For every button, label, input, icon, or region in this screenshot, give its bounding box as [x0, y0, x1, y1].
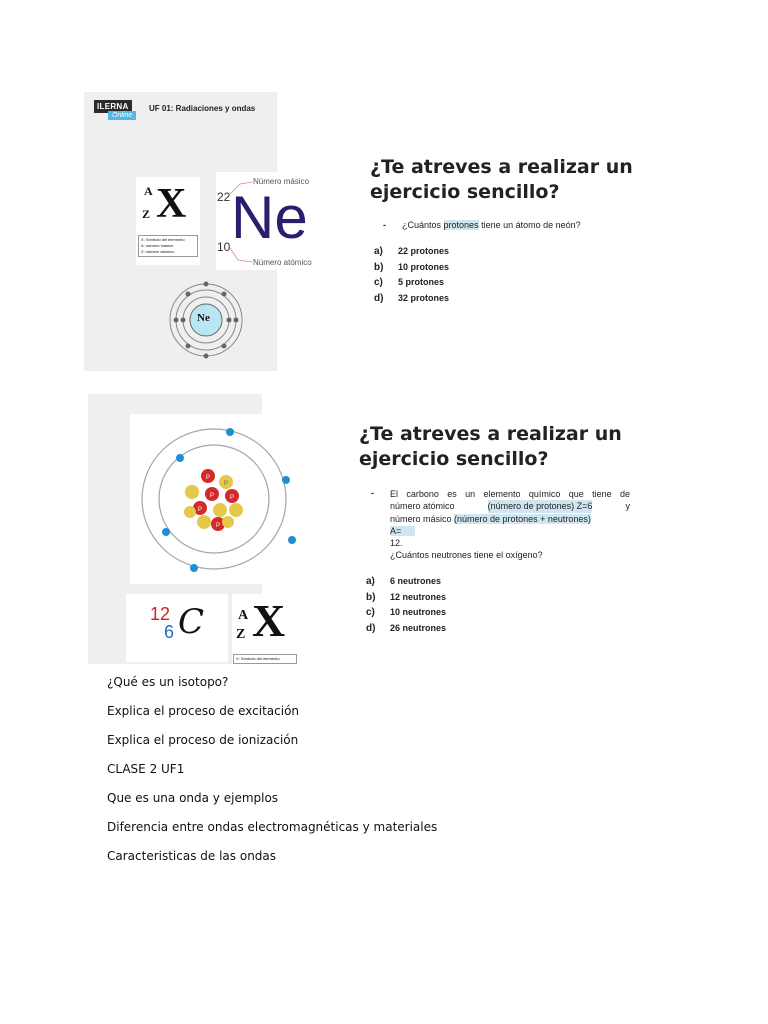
- option-text: 26 neutrones: [390, 622, 447, 633]
- option-letter: c): [374, 277, 383, 288]
- q-line: [390, 525, 630, 537]
- question-ionization: Explica el proceso de ionización: [107, 733, 299, 747]
- q-line: ¿Cuántos neutrones tiene el oxígeno?: [390, 550, 543, 561]
- option-letter: d): [374, 292, 384, 304]
- mass-number-a: A: [144, 184, 153, 198]
- question-wave-characteristics: Caracteristicas de las ondas: [107, 849, 277, 863]
- question-excitation: Explica el proceso de excitación: [107, 704, 300, 718]
- class-heading: CLASE 2 UF1: [107, 762, 185, 776]
- notation-card: [136, 177, 200, 265]
- option-b[interactable]: [366, 590, 446, 606]
- q-line: [390, 513, 630, 525]
- option-text: 32 protones: [398, 292, 450, 303]
- q-line: 12.: [390, 538, 403, 549]
- q-pre: ¿Cuántos: [402, 220, 444, 230]
- exercise1-dash: -: [383, 220, 386, 230]
- q-post: tiene un átomo de neón?: [478, 220, 581, 230]
- carbon-atom-diagram: [130, 414, 298, 584]
- element-symbol-x: X: [252, 595, 286, 646]
- nucleus-label: P: [229, 495, 235, 501]
- question-wave: Que es una onda y ejemplos: [107, 791, 279, 805]
- nucleus-label: P: [215, 523, 221, 529]
- option-letter: a): [366, 576, 375, 587]
- q-line: El carbono es un elemento químico que tiene de: [390, 489, 630, 499]
- exercise1-question: [402, 220, 581, 230]
- exercise2-title-line2: ejercicio sencillo?: [359, 448, 549, 470]
- nucleus-label: P: [223, 481, 229, 487]
- q-line-pre: número atómico: [390, 501, 455, 512]
- option-text: 10 protones: [398, 261, 450, 272]
- notation-card-2: [232, 594, 296, 664]
- exercise2-title-line1: ¿Te atreves a realizar un: [359, 423, 622, 445]
- q-highlight: protones: [443, 220, 479, 230]
- nucleus-label: P: [205, 475, 211, 481]
- carbon-mass-number: 12: [150, 604, 171, 624]
- exercise2-options: [366, 574, 446, 636]
- ilerna-logo: ILERNA: [94, 100, 132, 113]
- atomic-number-z: Z: [236, 627, 246, 642]
- question-wave-types: Diferencia entre ondas electromagnéticas y materiales: [107, 820, 438, 834]
- element-symbol-x: X: [156, 181, 187, 227]
- q-line-highlight: (número de protones) Z=6: [487, 501, 593, 512]
- option-letter: b): [374, 261, 384, 273]
- mass-number-label: Número másico: [253, 177, 310, 186]
- option-d[interactable]: [366, 621, 446, 637]
- option-c[interactable]: [366, 605, 446, 621]
- neon-atomic-number: 10: [217, 240, 231, 254]
- option-letter: c): [366, 607, 375, 618]
- option-text: 12 neutrones: [390, 591, 447, 602]
- unit-header: UF 01: Radiaciones y ondas: [149, 104, 256, 113]
- atomic-number-z: Z: [142, 207, 151, 221]
- notation-legend: X: Símbolo del elemento: [233, 654, 297, 664]
- question-isotope: ¿Qué es un isotopo?: [107, 675, 229, 689]
- legend-line: A: número másico: [141, 243, 174, 248]
- option-letter: a): [374, 246, 383, 257]
- atomic-number-label: Número atómico: [253, 258, 312, 267]
- option-a[interactable]: [366, 574, 446, 590]
- exercise1-options: [374, 244, 449, 306]
- notation-legend: [138, 235, 198, 257]
- exercise1-title-line1: ¿Te atreves a realizar un: [370, 156, 633, 178]
- ilerna-logo-sub: Online: [108, 111, 136, 120]
- q-line: [390, 500, 630, 512]
- q-line-highlight: A=: [390, 526, 415, 536]
- carbon-atomic-number: 6: [164, 622, 175, 642]
- option-text: 5 protones: [398, 277, 445, 287]
- legend-line: Z: número atómico: [141, 249, 175, 254]
- mass-number-a: A: [238, 608, 249, 623]
- option-b[interactable]: [374, 260, 449, 276]
- exercise2-dash: -: [371, 488, 374, 498]
- legend-line: X: Símbolo del elemento: [141, 237, 185, 242]
- option-text: 22 protones: [398, 246, 450, 256]
- option-d[interactable]: [374, 291, 449, 307]
- carbon-symbol: C: [178, 602, 205, 642]
- option-a[interactable]: [374, 244, 449, 260]
- neon-card: [216, 172, 320, 270]
- q-line-highlight: (número de protones + neutrones): [454, 513, 591, 524]
- atom-center-label: Ne: [197, 312, 210, 324]
- option-letter: d): [366, 622, 376, 634]
- exercise1-title-line2: ejercicio sencillo?: [370, 181, 560, 203]
- option-text: 10 neutrones: [390, 607, 447, 617]
- q-line-post: y: [625, 501, 630, 512]
- option-text: 6 neutrones: [390, 576, 442, 586]
- nucleus-label: P: [197, 507, 203, 513]
- q-line-pre: número másico: [390, 513, 455, 524]
- option-letter: b): [366, 591, 376, 603]
- neon-mass-number: 22: [217, 190, 231, 204]
- carbon-atom-card: [130, 414, 298, 584]
- nucleus-label: P: [209, 493, 215, 499]
- option-c[interactable]: [374, 275, 449, 291]
- neon-symbol: Ne: [231, 184, 308, 251]
- exercise2-question: [390, 488, 630, 562]
- carbon-notation-card: [126, 594, 228, 662]
